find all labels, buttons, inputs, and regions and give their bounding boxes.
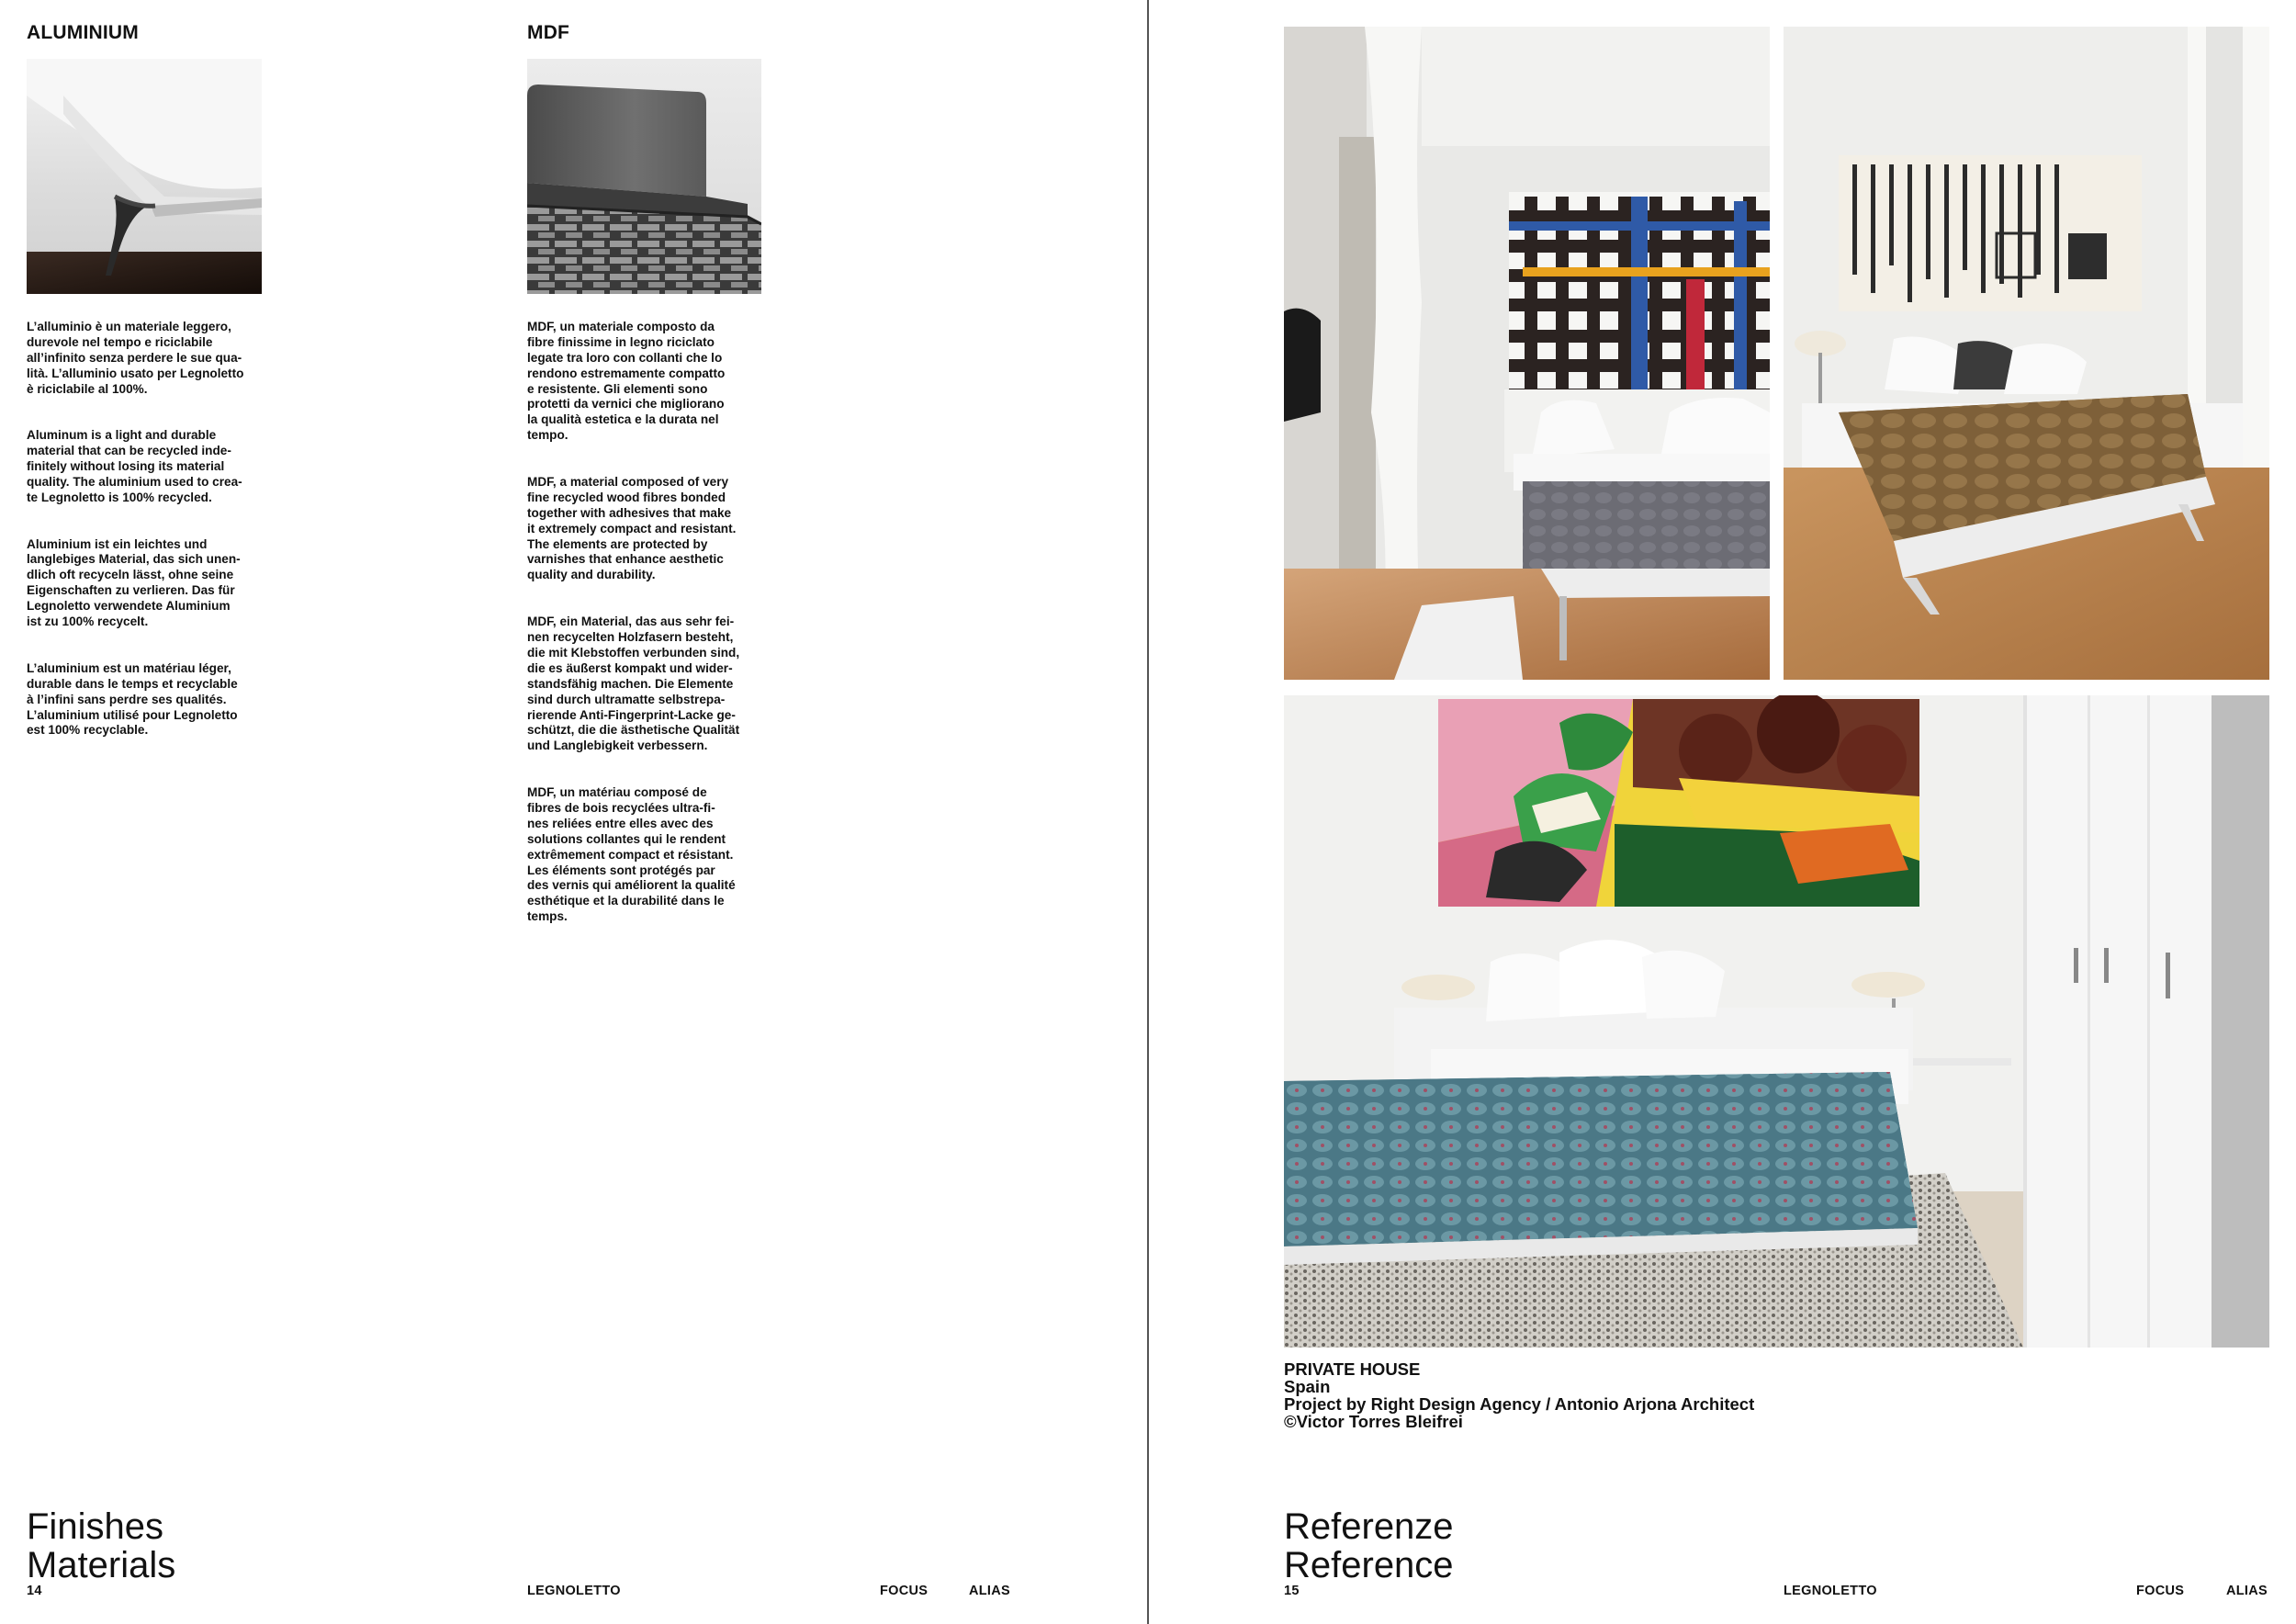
right-page [1149, 0, 2296, 1624]
mdf-photo [527, 59, 761, 294]
photo-caption [1284, 1360, 1754, 1430]
footer-brand-left: LEGNOLETTO [527, 1584, 621, 1598]
aluminium-text-it: L’alluminio è un materiale leggero, durevole nel tempo e riciclabile all’infinito senza perdere le sue qua- lità. L’alluminio usato per Legnoletto è riciclabile al 100%. [27, 319, 244, 396]
caption-credits: Project by Right Design Agency / Antonio Arjona Architect [1284, 1394, 1755, 1414]
section-title-finishes: Finishes [27, 1506, 163, 1547]
aluminium-text-en: Aluminum is a light and durable material that can be recycled inde- finitely without losing its material quality. The aluminium used to crea- te Legnoletto is 100% recycled. [27, 428, 242, 504]
footer-alias-right[interactable]: ALIAS [2226, 1584, 2268, 1598]
page-number-right: 15 [1284, 1584, 1300, 1598]
aluminium-text-de: Aluminium ist ein leichtes und langlebiges Material, das sich unen- dlich oft recyceln lässt, ohne seine Eigenschaften zu verlieren. Das für Legnoletto verwendete Aluminium ist zu 100% recycelt. [27, 536, 241, 629]
footer-focus-right[interactable]: FOCUS [2136, 1584, 2185, 1598]
caption-country: Spain [1284, 1377, 1331, 1396]
aluminium-photo [27, 59, 262, 294]
mdf-text-de: MDF, ein Material, das aus sehr fei- nen recycelten Holzfasern besteht, die mit Klebstoffen verbunden sind, die es äußerst kompakt und wider- standsfähig machen. Die Elemente sind durch ultramatte selbstrepa- rierende Anti-Fingerprint-Lacke ge- schützt, die die ästhetische Qualität und Langlebigkeit verbessern. [527, 615, 740, 753]
mdf-text-it: MDF, un materiale composto da fibre finissime in legno riciclato legate tra loro con collanti che lo rendono estremamente compatto e resistente. Gli elementi sono protetti da vernici che migliorano la qualità estetica e la durata nel tempo. [527, 319, 726, 443]
aluminium-description [27, 304, 275, 770]
mdf-title: MDF [527, 22, 570, 43]
bedroom-photo-painting [1284, 695, 2269, 1348]
left-page [0, 0, 1147, 1624]
bedroom-photo-geometric-art [1284, 27, 1770, 680]
aluminium-text-fr: L’aluminium est un matériau léger, durable dans le temps et recyclable à l’infini sans perdre ses qualités. L’aluminium utilisé pour Legnoletto est 100% recyclable. [27, 660, 238, 738]
caption-project: PRIVATE HOUSE [1284, 1359, 1421, 1379]
footer-focus-left[interactable]: FOCUS [880, 1584, 929, 1598]
section-title-referenze: Referenze [1284, 1506, 1454, 1547]
section-title-left [27, 1507, 175, 1585]
bedroom-photo-stripe-art [1784, 27, 2269, 680]
caption-photo-credit: ©Victor Torres Bleifrei [1284, 1412, 1463, 1431]
section-title-right [1284, 1507, 1454, 1585]
aluminium-title: ALUMINIUM [27, 22, 139, 43]
section-title-materials: Materials [27, 1545, 176, 1585]
section-title-reference: Reference [1284, 1545, 1454, 1585]
footer-alias-left[interactable]: ALIAS [969, 1584, 1010, 1598]
page-number-left: 14 [27, 1584, 42, 1598]
mdf-text-en: MDF, a material composed of very fine recycled wood fibres bonded together with adhesives that make it extremely compact and resistant. The elements are protected by varnishes that enhance aesthetic quality and durability. [527, 474, 737, 582]
footer-brand-right: LEGNOLETTO [1784, 1584, 1877, 1598]
mdf-description [527, 304, 784, 956]
mdf-text-fr: MDF, un matériau composé de fibres de bois recyclées ultra-fi- nes reliées entre elles avec des solutions collantes qui le rendent extrêmement compact et résistant. Les éléments sont protégés par des vernis qui améliorent la qualité esthétique et la durabilité dans le temps. [527, 785, 736, 924]
